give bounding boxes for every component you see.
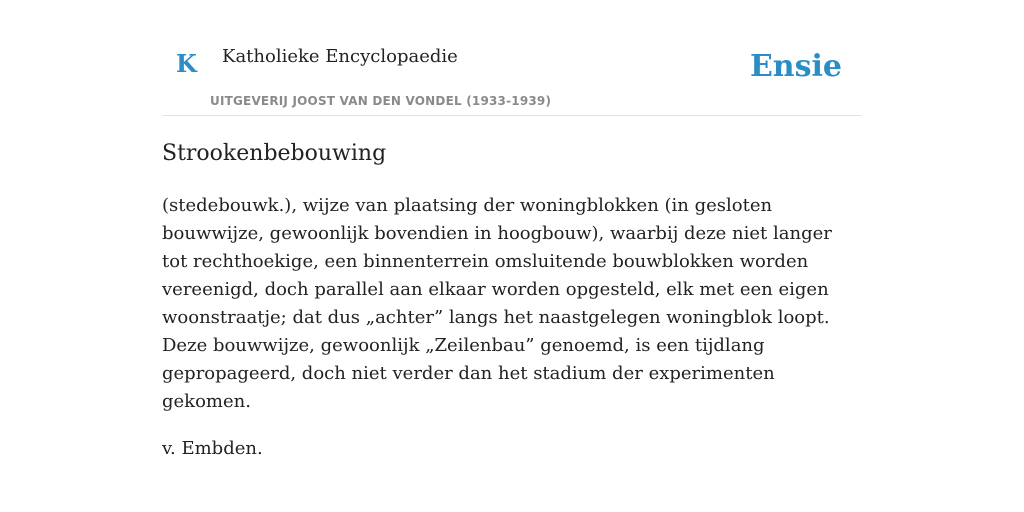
publisher-label: UITGEVERIJ JOOST VAN DEN VONDEL (1933-1939) xyxy=(210,94,552,108)
encyclopedia-title[interactable]: Katholieke Encyclopaedie xyxy=(222,46,458,67)
article-author: v. Embden. xyxy=(162,438,263,459)
article-paragraph: (stedebouwk.), wijze van plaatsing der woningblokken (in gesloten bouwwijze, gewoonlijk bovendien in hoogbouw), waarbij deze niet langer tot rechthoekige, een binnenterrein omsluitende bouwblokken worden vereenigd, doch parallel aan elkaar worden opgesteld, elk met een eigen woonstraatje; dat dus „achter” langs het naastgelegen woningblok loopt. Deze bouwwijze, gewoonlijk „Zeilenbau” genoemd, is een tijdlang gepropageerd, doch niet verder dan het stadium der experimenten gekomen. xyxy=(162,195,832,412)
ensie-brand-logo[interactable]: Ensie xyxy=(749,49,842,84)
article-title: Strookenbebouwing xyxy=(162,141,387,166)
encyclopedia-logo[interactable]: K xyxy=(176,49,197,78)
article-body xyxy=(162,192,862,482)
site-header xyxy=(162,30,862,116)
